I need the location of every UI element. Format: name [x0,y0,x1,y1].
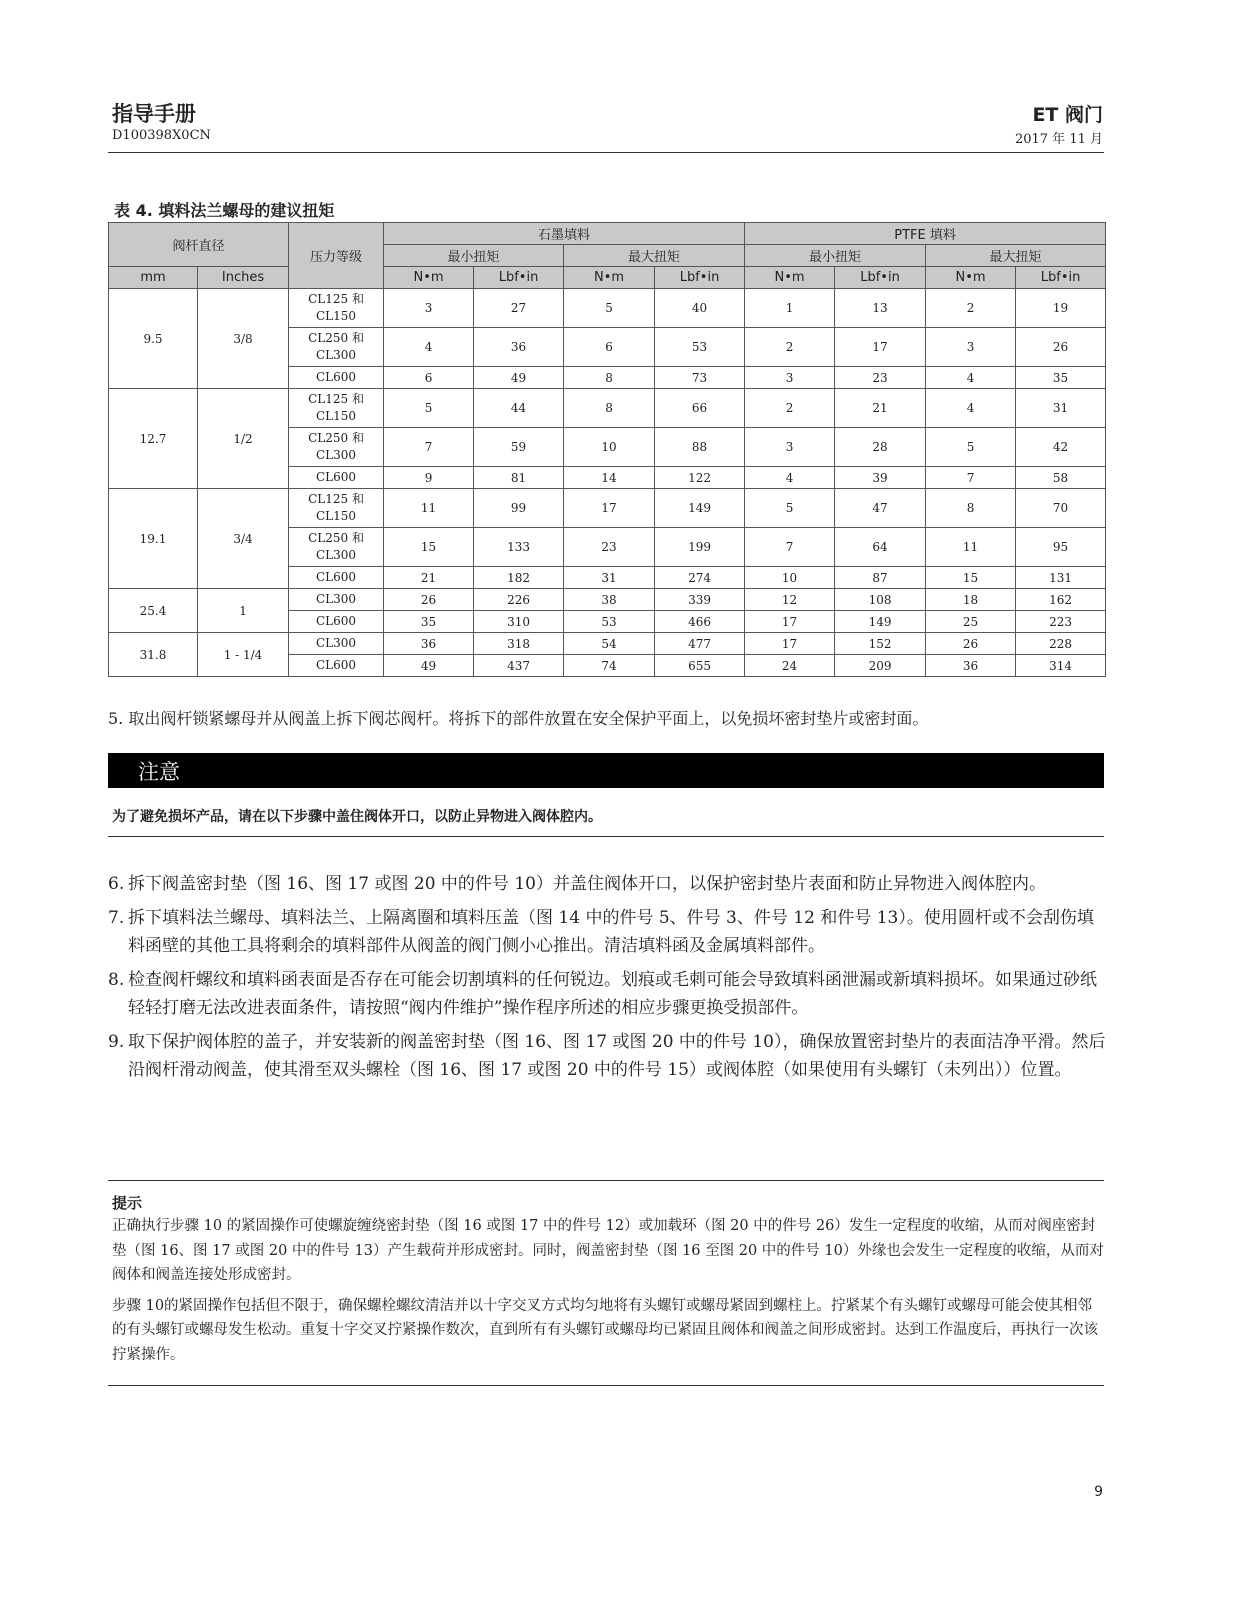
cell-stem-inches: 1 - 1/4 [198,633,289,677]
cell-torque-value: 310 [474,611,564,633]
table-row [109,589,1106,611]
notice-text: 为了避免损坏产品，请在以下步骤中盖住阀体开口，以防止异物进入阀体腔内。 [112,809,602,825]
cell-torque-value: 314 [1016,655,1106,677]
cell-torque-value: 88 [655,428,745,467]
header-unit-lbfin: Lbf•in [474,267,564,289]
cell-torque-value: 5 [564,289,655,328]
cell-torque-value: 25 [926,611,1016,633]
header-unit-lbfin: Lbf•in [1016,267,1106,289]
notice-title: 注意 [138,760,180,784]
step-text: 拆下填料法兰螺母、填料法兰、上隔离圈和填料压盖（图 14 中的件号 5、件号 3、件号 12 和件号 13）。使用圆杆或不会刮伤填料函壁的其他工具将剩余的填料部件从阀盖的阀门侧小心推出。清洁填料函及金属填料部件。 [128,908,1094,956]
cell-torque-value: 17 [564,489,655,528]
table-row [109,489,1106,528]
cell-torque-value: 4 [384,328,474,367]
cell-torque-value: 12 [745,589,835,611]
cell-torque-value: 15 [926,567,1016,589]
cell-torque-value: 5 [926,428,1016,467]
cell-torque-value: 17 [835,328,926,367]
cell-torque-value: 162 [1016,589,1106,611]
cell-pressure-class: CL600 [289,467,384,489]
header-graphite-min: 最小扭矩 [384,245,564,267]
cell-torque-value: 5 [384,389,474,428]
cell-torque-value: 152 [835,633,926,655]
cell-torque-value: 36 [384,633,474,655]
cell-torque-value: 9 [384,467,474,489]
cell-torque-value: 223 [1016,611,1106,633]
manual-title: 指导手册 [112,102,196,126]
cell-torque-value: 1 [745,289,835,328]
page-number: 9 [1094,1484,1103,1500]
cell-torque-value: 2 [745,389,835,428]
cell-torque-value: 3 [926,328,1016,367]
table-caption: 表 4. 填料法兰螺母的建议扭矩 [114,201,335,220]
cell-pressure-class: CL600 [289,611,384,633]
cell-torque-value: 58 [1016,467,1106,489]
cell-torque-value: 26 [384,589,474,611]
cell-torque-value: 6 [564,328,655,367]
cell-torque-value: 182 [474,567,564,589]
header-unit-lbfin: Lbf•in [835,267,926,289]
cell-stem-inches: 1/2 [198,389,289,489]
cell-torque-value: 655 [655,655,745,677]
cell-torque-value: 131 [1016,567,1106,589]
cell-pressure-class: CL300 [289,589,384,611]
step-number: 8. [108,970,125,990]
step-number: 9. [108,1032,125,1052]
table-header [109,223,1106,289]
cell-torque-value: 95 [1016,528,1106,567]
header-graphite: 石墨填料 [384,223,745,245]
cell-stem-mm: 25.4 [109,589,198,633]
table-body [109,289,1106,677]
cell-torque-value: 14 [564,467,655,489]
cell-torque-value: 49 [474,367,564,389]
cell-torque-value: 3 [745,367,835,389]
header-mm: mm [109,267,198,289]
cell-pressure-class: CL600 [289,367,384,389]
cell-torque-value: 24 [745,655,835,677]
cell-torque-value: 21 [384,567,474,589]
cell-torque-value: 17 [745,633,835,655]
tip-title: 提示 [112,1194,143,1212]
step-number: 7. [108,908,125,928]
cell-torque-value: 466 [655,611,745,633]
header-ptfe-max: 最大扭矩 [926,245,1106,267]
cell-torque-value: 35 [384,611,474,633]
cell-torque-value: 81 [474,467,564,489]
cell-stem-mm: 12.7 [109,389,198,489]
publish-date: 2017 年 11 月 [1014,132,1103,147]
cell-torque-value: 15 [384,528,474,567]
document-number: D100398X0CN [112,128,211,143]
cell-torque-value: 13 [835,289,926,328]
cell-torque-value: 437 [474,655,564,677]
cell-torque-value: 318 [474,633,564,655]
table-row [109,289,1106,328]
cell-torque-value: 31 [1016,389,1106,428]
header-ptfe-min: 最小扭矩 [745,245,926,267]
cell-torque-value: 74 [564,655,655,677]
cell-torque-value: 4 [926,389,1016,428]
cell-torque-value: 228 [1016,633,1106,655]
cell-torque-value: 66 [655,389,745,428]
cell-torque-value: 18 [926,589,1016,611]
cell-pressure-class: CL600 [289,655,384,677]
step-text: 拆下阀盖密封垫（图 16、图 17 或图 20 中的件号 10）并盖住阀体开口，以保护密封垫片表面和防止异物进入阀体腔内。 [128,874,1046,894]
header-unit-nm: N•m [926,267,1016,289]
cell-torque-value: 17 [745,611,835,633]
cell-torque-value: 10 [564,428,655,467]
cell-torque-value: 149 [835,611,926,633]
cell-torque-value: 10 [745,567,835,589]
header-inches: Inches [198,267,289,289]
cell-stem-inches: 3/4 [198,489,289,589]
cell-torque-value: 5 [745,489,835,528]
cell-torque-value: 122 [655,467,745,489]
cell-torque-value: 28 [835,428,926,467]
cell-stem-inches: 3/8 [198,289,289,389]
cell-pressure-class: CL125 和 CL150 [289,289,384,328]
cell-torque-value: 4 [926,367,1016,389]
cell-torque-value: 31 [564,567,655,589]
cell-torque-value: 36 [926,655,1016,677]
header-unit-nm: N•m [384,267,474,289]
cell-torque-value: 53 [655,328,745,367]
procedure-step [108,904,1108,960]
cell-torque-value: 26 [926,633,1016,655]
procedure-step [108,1028,1108,1084]
table-row [109,389,1106,428]
procedure-steps [108,870,1108,1090]
cell-torque-value: 47 [835,489,926,528]
cell-stem-mm: 31.8 [109,633,198,677]
header-divider [108,152,1104,153]
cell-torque-value: 40 [655,289,745,328]
cell-torque-value: 35 [1016,367,1106,389]
cell-pressure-class: CL300 [289,633,384,655]
step-5: 5. 取出阀杆锁紧螺母并从阀盖上拆下阀芯阀杆。将拆下的部件放置在安全保护平面上，以免损坏密封垫片或密封面。 [108,709,929,728]
cell-pressure-class: CL125 和 CL150 [289,389,384,428]
cell-torque-value: 133 [474,528,564,567]
cell-torque-value: 274 [655,567,745,589]
cell-stem-mm: 19.1 [109,489,198,589]
cell-torque-value: 2 [926,289,1016,328]
procedure-step [108,966,1108,1022]
cell-torque-value: 49 [384,655,474,677]
tip-paragraph: 步骤 10的紧固操作包括但不限于，确保螺栓螺纹清洁并以十字交叉方式均匀地将有头螺钉或螺母紧固到螺柱上。拧紧某个有头螺钉或螺母可能会使其相邻的有头螺钉或螺母发生松动。重复十字交叉拧紧操作数次，直到所有有头螺钉或螺母均已紧固且阀体和阀盖之间形成密封。达到工作温度后，再执行一次该拧紧操作。 [112,1297,1098,1363]
cell-torque-value: 39 [835,467,926,489]
cell-torque-value: 54 [564,633,655,655]
notice-banner [108,753,1104,788]
cell-torque-value: 87 [835,567,926,589]
cell-torque-value: 6 [384,367,474,389]
cell-torque-value: 36 [474,328,564,367]
cell-torque-value: 11 [384,489,474,528]
cell-stem-inches: 1 [198,589,289,633]
cell-torque-value: 70 [1016,489,1106,528]
tip-paragraph: 正确执行步骤 10 的紧固操作可使螺旋缠绕密封垫（图 16 或图 17 中的件号 12）或加载环（图 20 中的件号 26）发生一定程度的收缩，从而对阀座密封垫（图 16、图 17 或图 20 中的件号 13）产生载荷并形成密封。同时，阀盖密封垫（图 16 至图 20 中的件号 10）外缘也会发生一定程度的收缩，从而对阀体和阀盖连接处形成密封。 [112,1218,1104,1283]
header-graphite-max: 最大扭矩 [564,245,745,267]
cell-torque-value: 8 [926,489,1016,528]
step-number: 6. [108,874,125,894]
cell-torque-value: 19 [1016,289,1106,328]
cell-torque-value: 108 [835,589,926,611]
cell-torque-value: 73 [655,367,745,389]
cell-torque-value: 59 [474,428,564,467]
cell-pressure-class: CL250 和 CL300 [289,428,384,467]
cell-torque-value: 23 [564,528,655,567]
cell-torque-value: 64 [835,528,926,567]
cell-torque-value: 99 [474,489,564,528]
cell-torque-value: 44 [474,389,564,428]
header-unit-lbfin: Lbf•in [655,267,745,289]
cell-pressure-class: CL125 和 CL150 [289,489,384,528]
header-stem-diameter: 阀杆直径 [109,223,289,267]
cell-torque-value: 199 [655,528,745,567]
tip-divider-bottom [108,1385,1104,1386]
cell-pressure-class: CL250 和 CL300 [289,528,384,567]
cell-pressure-class: CL600 [289,567,384,589]
cell-torque-value: 477 [655,633,745,655]
notice-divider [108,836,1104,837]
cell-torque-value: 23 [835,367,926,389]
tip-body [112,1214,1104,1373]
cell-stem-mm: 9.5 [109,289,198,389]
step-text: 检查阀杆螺纹和填料函表面是否存在可能会切割填料的任何锐边。划痕或毛刺可能会导致填料函泄漏或新填料损坏。如果通过砂纸轻轻打磨无法改进表面条件，请按照“阀内件维护”操作程序所述的相应步骤更换受损部件。 [128,970,1097,1018]
cell-torque-value: 3 [745,428,835,467]
cell-torque-value: 149 [655,489,745,528]
cell-torque-value: 27 [474,289,564,328]
header-ptfe: PTFE 填料 [745,223,1106,245]
cell-torque-value: 11 [926,528,1016,567]
cell-torque-value: 21 [835,389,926,428]
tip-divider-top [108,1180,1104,1181]
table-row [109,633,1106,655]
header-unit-nm: N•m [564,267,655,289]
cell-torque-value: 26 [1016,328,1106,367]
cell-torque-value: 53 [564,611,655,633]
cell-torque-value: 209 [835,655,926,677]
cell-torque-value: 8 [564,367,655,389]
cell-torque-value: 42 [1016,428,1106,467]
cell-torque-value: 38 [564,589,655,611]
cell-torque-value: 226 [474,589,564,611]
cell-torque-value: 7 [926,467,1016,489]
procedure-step [108,870,1108,898]
cell-torque-value: 7 [384,428,474,467]
header-pressure-class: 压力等级 [289,223,384,289]
cell-torque-value: 2 [745,328,835,367]
step-text: 取下保护阀体腔的盖子，并安装新的阀盖密封垫（图 16、图 17 或图 20 中的件号 10），确保放置密封垫片的表面洁净平滑。然后沿阀杆滑动阀盖，使其滑至双头螺栓（图 16、图 17 或图 20 中的件号 15）或阀体腔（如果使用有头螺钉（未列出））位置。 [128,1032,1106,1080]
header-unit-nm: N•m [745,267,835,289]
cell-torque-value: 3 [384,289,474,328]
cell-pressure-class: CL250 和 CL300 [289,328,384,367]
product-title: ET 阀门 [1032,104,1103,126]
cell-torque-value: 8 [564,389,655,428]
cell-torque-value: 7 [745,528,835,567]
cell-torque-value: 4 [745,467,835,489]
torque-table [108,222,1106,677]
cell-torque-value: 339 [655,589,745,611]
